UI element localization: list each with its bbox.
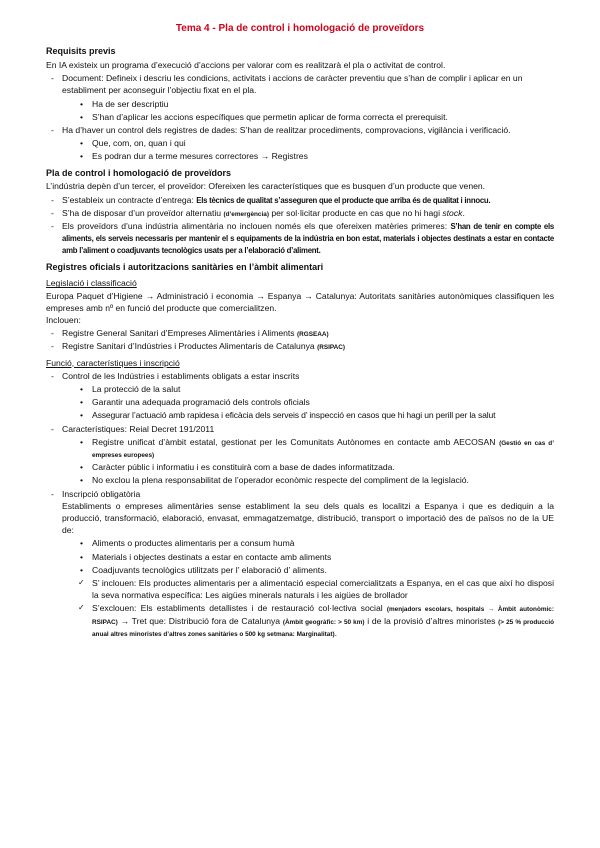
list-item-detail: S’han de tenir en compte els aliments, els serveis necessaris per mantenir el s equipaments de la indústria en bon estat, materials i objectes destinats a estar en contacte amb l’aliment o coadjuvants tecnològics usats per a l’elaboració d’aliment. [62,221,555,256]
list-item-text: per sol·licitar producte en cas que no hi hagi [268,207,443,218]
list-item-text: Els proveïdors d’una indústria alimentària no inclouen només els que ofereixen matèries primeres: [62,220,451,231]
sub-list [62,98,554,123]
list-item [46,327,554,339]
requisits-list [46,72,554,162]
list-item-note: (RSIPAC) [317,344,346,352]
list-item: • Aliments o productes alimentaris per a consum humà [62,537,554,549]
list-item: • Ha de ser descriptiu [62,98,554,110]
list-item-note: (Gestió en cas d’ empreses europees) [92,439,554,459]
list-item-text: → Tret que: Distribució fora de Catalunya [117,615,283,626]
list-item-text: Document: Defineix i descriu les condicions, activitats i accions de caràcter preventiu que s’han de complir i aplicar en un establiment per aconseguir l’objectiu fixat en el pla. [62,73,523,96]
list-item: ✓ S’ inclouen: Els productes alimentaris per a alimentació especial comercialitzats a Espanya, en el cas que així ho disposi la seva normativa específica: Les aigües minerals naturals i les aigües de brollador [62,577,554,601]
sub-list [62,436,554,487]
list-item-text: i de la provisió d’altres minoristes [364,615,499,626]
list-item [62,602,554,639]
paragraph-intro-pla: L’indústria depèn d’un tercer, el proveïdor: Ofereixen les característiques que es busquen d’un producte que venen. [46,181,486,192]
list-item-note: (menjadors escolars, hospitals → Àmbit autonòmic: RSIPAC) [92,606,554,626]
list-item-text: S’estableix un contracte d’entrega: [62,194,197,205]
heading-registres-oficials: Registres oficials i autoritzacions sanitàries en l’àmbit alimentari [46,261,324,272]
list-item-text: Control de les Indústries i establiments obligats a estar inscrits [62,370,300,381]
list-item: • La protecció de la salut [62,383,554,395]
funcio-list [46,370,554,639]
list-item-note: (d’emergència) [223,210,269,218]
list-item-text: S’ha de disposar d’un proveïdor alternatiu [62,207,224,218]
list-item: • S’han d’aplicar les accions específiques que permetin aplicar de forma correcta el prerequisit. [62,111,554,123]
list-item-text: Registre unificat d’àmbit estatal, gestionat per les Comunitats Autònomes en contacte amb AECOSAN [92,436,500,447]
list-item [46,207,554,219]
list-item-text: Característiques: Reial Decret 191/2011 [62,423,215,434]
list-item: • Que, com, on, quan i qui [62,137,554,149]
paragraph-intro-requisits: En IA existeix un programa d’execució d’accions per valorar com es realitzarà el pla o activitat de control. [46,59,446,70]
list-item-text: S’exclouen: Els establiments detallistes i de restauració col·lectiva social [92,603,387,614]
subheading-legislacio: Legislació i classificació [46,278,137,289]
list-item: • Garantir una adequada programació dels controls oficials [62,396,554,408]
sub-list [62,537,554,576]
list-item-text: . [462,207,465,218]
list-item [46,220,554,257]
list-item [46,72,554,123]
heading-pla-control: Pla de control i homologació de proveïdors [46,167,232,178]
paragraph-inscripcio: Establiments o empreses alimentàries sense establiment la seu dels quals es localitzi a Espanya i que es dediquin a la producció, transformació, elaboració, envasat, emmagatzematge, distribució, transport o importació des de països no de la UE de: [62,500,554,536]
list-item-text: Registre General Sanitari d’Empreses Alimentàries i Aliments [62,328,297,339]
list-item: • Caràcter públic i informatiu i es constituirà com a base de dades informatitzada. [62,461,554,473]
list-item-note: (> 25 % producció anual altres minoristes d’altres zones sanitàries o 500 kg setmana: Marginalitat) [92,618,554,638]
list-item-text: Ha d’haver un control dels registres de dades: S’han de realitzar procediments, comprovacions, vigilància i verificació. [62,124,511,135]
list-item [62,436,554,460]
list-item-text: . [334,627,337,638]
list-item [46,124,554,163]
paragraph-legislacio: Europa Paquet d’Higiene → Administració i economia → Espanya → Catalunya: Autoritats sanitàries autonòmiques classifiquen les empreses amb nº en funció del producte que comercialitzen. [46,290,554,313]
list-item [46,488,554,639]
list-item-note: (Àmbit geogràfic: > 50 km) [282,618,365,626]
check-list [62,577,554,639]
sub-list [62,383,554,422]
list-item: • No exclou la plena responsabilitat de l’operador econòmic respecte del compliment de la legislació. [62,474,554,486]
registres-list [46,327,554,352]
sub-list [62,137,554,162]
list-item-italic: stock [442,207,463,218]
document-title: Tema 4 - Pla de control i homologació de proveïdors [175,23,425,34]
list-item: • Assegurar l’actuació amb rapidesa i eficàcia dels serveis d’ inspecció en casos que hi hagi un perill per la salut [62,409,554,421]
list-item-detail: Els tècnics de qualitat s’asseguren que el producte que arriba és de qualitat i innocu. [196,195,491,205]
list-item-note: (RGSEAA) [297,331,329,339]
list-item-text: Registre Sanitari d’Indústries i Productes Alimentaris de Catalunya [62,341,318,352]
list-item-text: Inscripció obligatòria [62,488,141,499]
list-item [46,370,554,422]
subheading-funcio: Funció, característiques i inscripció [46,357,180,368]
list-item: • Es podran dur a terme mesures correctores → Registres [62,150,554,162]
paragraph-inclouen: Inclouen: [46,314,81,325]
list-item [46,423,554,487]
heading-requisits-previs: Requisits previs [46,46,116,57]
pla-control-list [46,194,554,257]
list-item [46,194,554,206]
list-item: • Materials i objectes destinats a estar en contacte amb aliments [62,551,554,563]
list-item [46,340,554,352]
list-item: • Coadjuvants tecnològics utilitzats per l’ elaboració d’ aliments. [62,564,554,576]
